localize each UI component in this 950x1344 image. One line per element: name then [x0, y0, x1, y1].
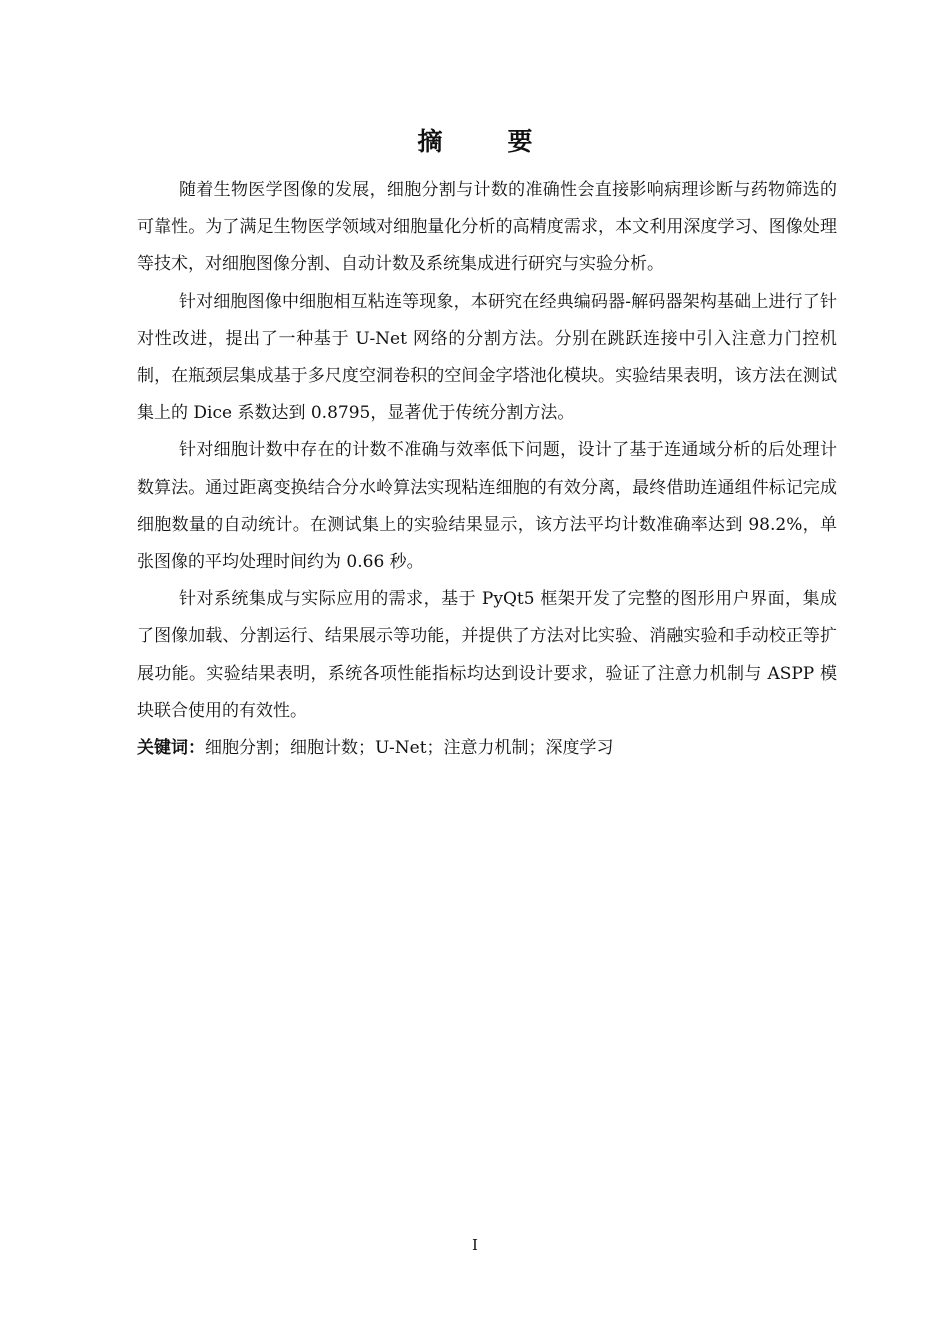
abstract-paragraph-2: 针对细胞图像中细胞相互粘连等现象，本研究在经典编码器-解码器架构基础上进行了针对性改进，提出了一种基于 U-Net 网络的分割方法。分别在跳跃连接中引入注意力门控机制，在瓶颈层集成基于多尺度空洞卷积的空间金字塔池化模块。实验结果表明，该方法在测试集上的 Dice 系数达到 0.8795，显著优于传统分割方法。: [137, 291, 837, 424]
abstract-paragraph-1: 随着生物医学图像的发展，细胞分割与计数的准确性会直接影响病理诊断与药物筛选的可靠性。为了满足生物医学领域对细胞量化分析的高精度需求，本文利用深度学习、图像处理等技术，对细胞图像分割、自动计数及系统集成进行研究与实验分析。: [137, 180, 837, 275]
keywords-line: [137, 730, 837, 767]
abstract-body: [137, 172, 837, 767]
keywords-text: 细胞分割；细胞计数；U-Net；注意力机制；深度学习: [205, 738, 614, 759]
abstract-title: 摘 要: [417, 127, 553, 156]
keywords-label: 关键词：: [137, 738, 205, 759]
abstract-paragraph-4: 针对系统集成与实际应用的需求，基于 PyQt5 框架开发了完整的图形用户界面，集成了图像加载、分割运行、结果展示等功能，并提供了方法对比实验、消融实验和手动校正等扩展功能。实验结果表明，系统各项性能指标均达到设计要求，验证了注意力机制与 ASPP 模块联合使用的有效性。: [137, 589, 837, 721]
abstract-paragraph-3: 针对细胞计数中存在的计数不准确与效率低下问题，设计了基于连通域分析的后处理计数算法。通过距离变换结合分水岭算法实现粘连细胞的有效分离，最终借助连通组件标记完成细胞数量的自动统计。在测试集上的实验结果显示，该方法平均计数准确率达到 98.2%，单张图像的平均处理时间约为 0.66 秒。: [137, 440, 837, 573]
page-number: I: [472, 1236, 478, 1254]
